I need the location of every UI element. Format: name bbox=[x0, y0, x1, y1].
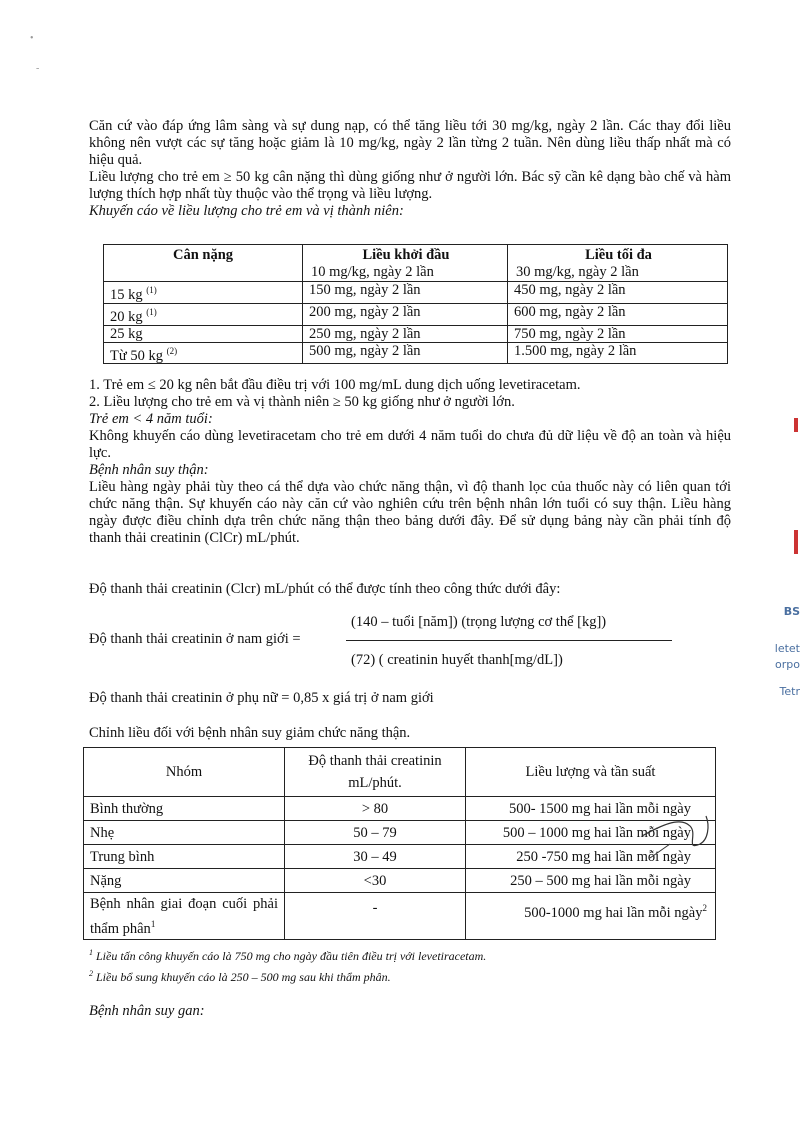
header-max-dose: Liều tối đa 30 mg/kg, ngày 2 lần bbox=[508, 245, 728, 282]
cell-group: Bình thường bbox=[84, 797, 285, 821]
fraction-line bbox=[346, 640, 672, 641]
table-row bbox=[84, 797, 716, 821]
pediatric-dose-table bbox=[103, 244, 728, 364]
cell-start-dose: 150 mg, ngày 2 lần bbox=[303, 282, 508, 304]
table-row bbox=[84, 893, 716, 940]
cell-max-dose: 1.500 mg, ngày 2 lần bbox=[508, 342, 728, 364]
cell-clearance: <30 bbox=[285, 869, 466, 893]
cell-max-dose: 600 mg, ngày 2 lần bbox=[508, 303, 728, 325]
cell-clearance: - bbox=[285, 893, 466, 940]
edge-text-2: orpo bbox=[775, 658, 800, 671]
cell-clearance: > 80 bbox=[285, 797, 466, 821]
renal-title: Bệnh nhân suy thận: bbox=[89, 462, 209, 478]
intro-paragraph-2: Liều lượng cho trẻ em ≥ 50 kg cân nặng thì dùng giống như ở người lớn. Bác sỹ cần kê dạng bào chế và hàm lượng thích hợp nhất tùy thuộc vào thể trọng và liều lượng. bbox=[89, 169, 731, 202]
cell-dose: 500 – 1000 mg hai lần mỗi ngày bbox=[466, 821, 716, 845]
table-row bbox=[84, 845, 716, 869]
notes-section bbox=[89, 377, 731, 547]
edge-text-3: Tetr bbox=[779, 685, 800, 698]
table-header-row bbox=[84, 748, 716, 797]
table-row bbox=[84, 821, 716, 845]
header-start-dose: Liều khởi đầu 10 mg/kg, ngày 2 lần bbox=[303, 245, 508, 282]
scan-dot: - bbox=[36, 63, 40, 74]
hepatic-title: Bệnh nhân suy gan: bbox=[89, 1003, 205, 1019]
table-row bbox=[104, 325, 728, 342]
footnote-1: $^1$ Liều tấn công khuyến cáo là 750 mg cho ngày đầu tiên điều trị với levetiracetam. bbox=[89, 948, 487, 963]
dose-table-title: Khuyến cáo về liều lượng cho trẻ em và vị thành niên: bbox=[89, 203, 404, 219]
intro-section bbox=[89, 118, 731, 220]
formula-intro: Độ thanh thải creatinin (Clcr) mL/phút có thể được tính theo công thức dưới đây: bbox=[89, 581, 561, 597]
edge-red-mark bbox=[794, 530, 798, 554]
table-row bbox=[104, 303, 728, 325]
formula-female: Độ thanh thải creatinin ở phụ nữ = 0,85 x giá trị ở nam giới bbox=[89, 690, 434, 706]
cell-start-dose: 250 mg, ngày 2 lần bbox=[303, 325, 508, 342]
header-weight: Cân nặng bbox=[104, 245, 303, 282]
table-row bbox=[104, 282, 728, 304]
scan-dot: • bbox=[30, 33, 34, 44]
cell-start-dose: 500 mg, ngày 2 lần bbox=[303, 342, 508, 364]
under4-text: Không khuyến cáo dùng levetiracetam cho trẻ em dưới 4 năm tuổi do chưa đủ dữ liệu về độ an toàn và hiệu lực. bbox=[89, 428, 731, 461]
cell-dose: 250 – 500 mg hai lần mỗi ngày bbox=[466, 869, 716, 893]
cell-max-dose: 450 mg, ngày 2 lần bbox=[508, 282, 728, 304]
formula-numerator: (140 – tuổi [năm]) (trọng lượng cơ thể [kg]) bbox=[351, 614, 607, 630]
header-group: Nhóm bbox=[84, 748, 285, 797]
cell-dose: 500- 1500 mg hai lần mỗi ngày bbox=[466, 797, 716, 821]
cell-group: Trung bình bbox=[84, 845, 285, 869]
renal-text: Liều hàng ngày phải tùy theo cá thể dựa vào chức năng thận, vì độ thanh lọc của thuốc này có liên quan tới chức năng thận. Sự khuyến cáo này căn cứ vào nghiên cứu trên bệnh nhân lớn tuổi có suy thận. Liều hàng ngày được điều chỉnh dựa trên chức năng thận theo bảng dưới đây. Để sử dụng bảng này cần phải tính độ thanh thải creatinin (ClCr) mL/phút. bbox=[89, 479, 731, 546]
cell-clearance: 30 – 49 bbox=[285, 845, 466, 869]
renal-table-caption: Chỉnh liều đối với bệnh nhân suy giảm chức năng thận. bbox=[89, 725, 411, 741]
table-row bbox=[84, 869, 716, 893]
cell-group: Nhẹ bbox=[84, 821, 285, 845]
header-clearance: Độ thanh thải creatinin mL/phút. bbox=[285, 748, 466, 797]
cell-dose: 250 -750 mg hai lần mỗi ngày bbox=[466, 845, 716, 869]
edge-text-bs: BS bbox=[783, 605, 800, 618]
cell-dose: 500-1000 mg hai lần mỗi ngày$^2$ bbox=[466, 893, 716, 940]
cell-group: Bệnh nhân giai đoạn cuối phải thẩm phân$^1$ bbox=[84, 893, 285, 940]
cell-weight: 20 kg $^{(1)}$ bbox=[104, 303, 303, 325]
cell-clearance: 50 – 79 bbox=[285, 821, 466, 845]
edge-text-1: letet bbox=[774, 642, 800, 655]
renal-dose-table bbox=[83, 747, 716, 940]
cell-max-dose: 750 mg, ngày 2 lần bbox=[508, 325, 728, 342]
footnote-2: $^2$ Liều bổ sung khuyến cáo là 250 – 500 mg sau khi thẩm phân. bbox=[89, 969, 391, 984]
intro-paragraph-1: Căn cứ vào đáp ứng lâm sàng và sự dung nạp, có thể tăng liều tới 30 mg/kg, ngày 2 lần. Các thay đổi liều không nên vượt các sự tăng hoặc giảm là 10 mg/kg, ngày 2 lần từng 2 tuần. Nên dùng liều thấp nhất mà có hiệu quả. bbox=[89, 118, 731, 168]
edge-red-mark bbox=[794, 418, 798, 432]
header-dose: Liều lượng và tần suất bbox=[466, 748, 716, 797]
note-2: 2. Liều lượng cho trẻ em và vị thành niên ≥ 50 kg giống như ở người lớn. bbox=[89, 394, 515, 410]
under4-title: Trẻ em < 4 năm tuổi: bbox=[89, 411, 213, 427]
cell-start-dose: 200 mg, ngày 2 lần bbox=[303, 303, 508, 325]
cell-weight: Từ 50 kg $^{(2)}$ bbox=[104, 342, 303, 364]
formula-denominator: (72) ( creatinin huyết thanh[mg/dL]) bbox=[351, 652, 563, 668]
formula-male-label: Độ thanh thải creatinin ở nam giới = bbox=[89, 631, 301, 647]
cell-group: Nặng bbox=[84, 869, 285, 893]
table-row bbox=[104, 342, 728, 364]
cell-weight: 25 kg bbox=[104, 325, 303, 342]
handwritten-signature-mark bbox=[640, 796, 720, 866]
table-header-row bbox=[104, 245, 728, 282]
note-1: 1. Trẻ em ≤ 20 kg nên bắt đầu điều trị với 100 mg/mL dung dịch uống levetiracetam. bbox=[89, 377, 581, 393]
cell-weight: 15 kg $^{(1)}$ bbox=[104, 282, 303, 304]
